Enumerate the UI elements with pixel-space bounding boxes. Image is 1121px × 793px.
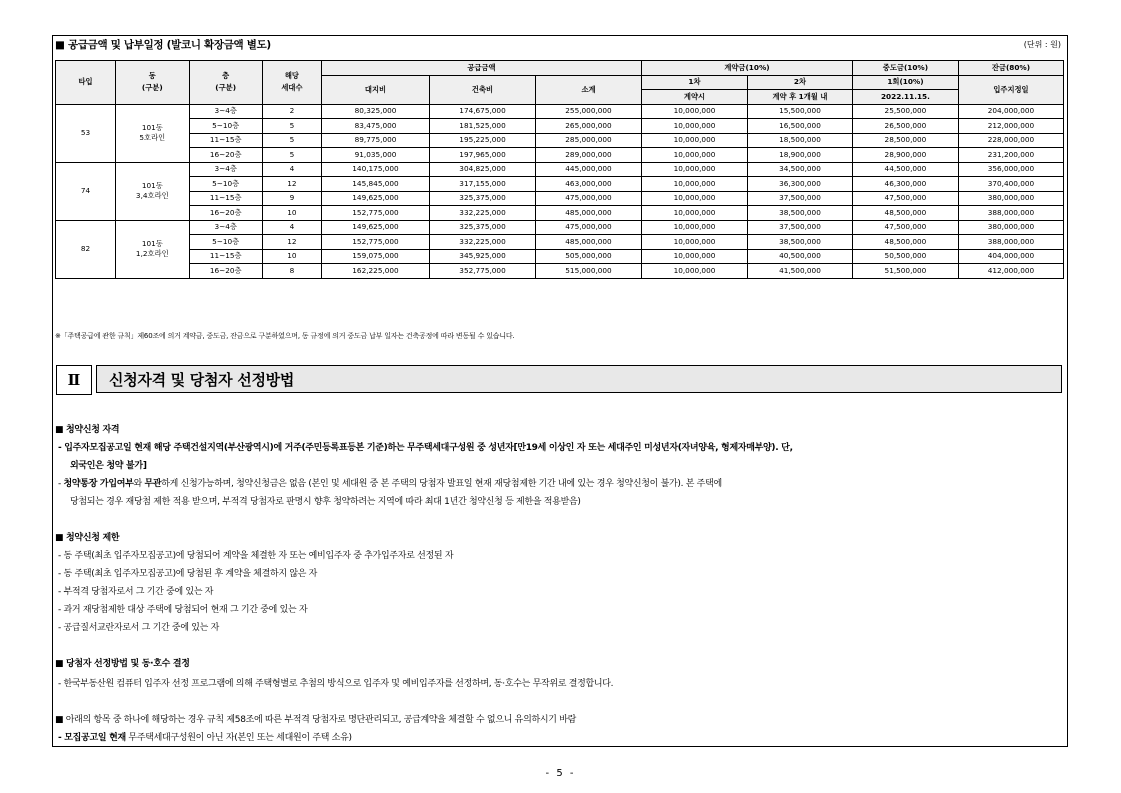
table-cell: 37,500,000 [747, 191, 852, 206]
table-cell: 37,500,000 [747, 220, 852, 235]
th-balance-sub: 입주지정일 [958, 75, 1063, 104]
table-cell: 50,500,000 [852, 249, 958, 264]
table-cell: 149,625,000 [321, 220, 429, 235]
ineligible-line: - 모집공고일 현재 무주택세대구성원이 아닌 자(본인 또는 세대원이 주택 소유) [58, 733, 352, 743]
table-cell: 475,000,000 [536, 191, 642, 206]
table-cell: 145,845,000 [321, 177, 429, 192]
table-row [56, 235, 1064, 250]
table-cell: 2 [262, 104, 321, 119]
table-cell: 10,000,000 [641, 249, 747, 264]
table-cell: 11~15층 [189, 191, 262, 206]
table-cell: 10,000,000 [641, 133, 747, 148]
table-cell: 265,000,000 [536, 119, 642, 134]
table-cell: 204,000,000 [958, 104, 1063, 119]
table-cell: 162,225,000 [321, 264, 429, 279]
table-cell: 159,075,000 [321, 249, 429, 264]
table-cell: 325,375,000 [430, 220, 536, 235]
table-cell: 485,000,000 [536, 206, 642, 221]
table-cell: 10,000,000 [641, 119, 747, 134]
table-row [56, 249, 1064, 264]
table-cell: 10,000,000 [641, 104, 747, 119]
restriction-item: - 공급질서교란자로서 그 기간 중에 있는 자 [58, 623, 220, 633]
supply-price-table [55, 60, 1064, 279]
th-dep1: 1차 [641, 75, 747, 90]
selection-line: - 한국부동산원 컴퓨터 입주자 선정 프로그램에 의해 주택형별로 추첨의 방식으로 입주자 및 예비입주자를 선정하며, 동·호수는 무작위로 결정합니다. [58, 679, 614, 689]
table-cell: 475,000,000 [536, 220, 642, 235]
table-cell: 463,000,000 [536, 177, 642, 192]
table-cell: 4 [262, 162, 321, 177]
table-cell: 228,000,000 [958, 133, 1063, 148]
th-dep1-sub: 계약시 [641, 90, 747, 105]
unit-label: (단위 : 원) [1023, 40, 1061, 49]
table-cell: 289,000,000 [536, 148, 642, 163]
table-cell: 9 [262, 191, 321, 206]
table-cell: 83,475,000 [321, 119, 429, 134]
table-cell: 332,225,000 [430, 206, 536, 221]
table-row [56, 264, 1064, 279]
table-cell: 5~10층 [189, 177, 262, 192]
table-cell: 48,500,000 [852, 206, 958, 221]
table-cell: 91,035,000 [321, 148, 429, 163]
restriction-item: - 동 주택(최초 입주자모집공고)에 당첨된 후 계약을 체결하지 않은 자 [58, 569, 318, 579]
table-cell: 231,200,000 [958, 148, 1063, 163]
section-2-title: 신청자격 및 당첨자 선정방법 [96, 365, 1062, 393]
table-cell: 10 [262, 249, 321, 264]
supply-section-title: ■ 공급금액 및 납부일정 (발코니 확장금액 별도) [55, 39, 271, 51]
table-cell: 5 [262, 148, 321, 163]
table-footnote: ※「주택공급에 관한 규칙」제60조에 의거 계약금, 중도금, 잔금으로 구분하였으며, 동 규정에 의거 중도금 납부 일자는 건축공정에 따라 변동될 수 있습니다. [55, 332, 515, 340]
table-cell: 18,900,000 [747, 148, 852, 163]
table-cell: 325,375,000 [430, 191, 536, 206]
table-cell: 28,900,000 [852, 148, 958, 163]
table-row [56, 191, 1064, 206]
table-cell: 26,500,000 [852, 119, 958, 134]
table-row [56, 206, 1064, 221]
selection-heading: ■ 당첨자 선정방법 및 동·호수 결정 [55, 659, 190, 669]
table-cell: 5 [262, 119, 321, 134]
table-cell: 304,825,000 [430, 162, 536, 177]
table-cell: 25,500,000 [852, 104, 958, 119]
table-cell: 10,000,000 [641, 191, 747, 206]
dong-cell: 101동 1,2호라인 [116, 220, 189, 278]
table-cell: 380,000,000 [958, 220, 1063, 235]
th-deposit: 계약금(10%) [641, 61, 852, 76]
page-number: - 5 - [545, 768, 576, 779]
table-cell: 16~20층 [189, 264, 262, 279]
table-cell: 3~4층 [189, 220, 262, 235]
table-cell: 212,000,000 [958, 119, 1063, 134]
table-cell: 12 [262, 177, 321, 192]
table-cell: 16~20층 [189, 148, 262, 163]
table-cell: 149,625,000 [321, 191, 429, 206]
table-cell: 515,000,000 [536, 264, 642, 279]
table-cell: 47,500,000 [852, 191, 958, 206]
table-cell: 412,000,000 [958, 264, 1063, 279]
table-cell: 38,500,000 [747, 235, 852, 250]
table-cell: 51,500,000 [852, 264, 958, 279]
table-cell: 16,500,000 [747, 119, 852, 134]
table-cell: 181,525,000 [430, 119, 536, 134]
table-cell: 10,000,000 [641, 235, 747, 250]
table-cell: 28,500,000 [852, 133, 958, 148]
table-cell: 47,500,000 [852, 220, 958, 235]
table-cell: 380,000,000 [958, 191, 1063, 206]
restriction-item: - 부적격 당첨자로서 그 기간 중에 있는 자 [58, 587, 214, 597]
dong-cell: 101동 3,4호라인 [116, 162, 189, 220]
table-cell: 445,000,000 [536, 162, 642, 177]
table-cell: 10,000,000 [641, 148, 747, 163]
table-cell: 152,775,000 [321, 235, 429, 250]
table-cell: 505,000,000 [536, 249, 642, 264]
th-units: 해당 세대수 [262, 61, 321, 105]
table-cell: 41,500,000 [747, 264, 852, 279]
qualification-line-4: 당첨되는 경우 재당첨 제한 적용 받으며, 부적격 당첨자로 판명시 향후 청약하려는 지역에 따라 최대 1년간 청약신청 등 제한을 적용받음) [70, 497, 581, 507]
table-cell: 195,225,000 [430, 133, 536, 148]
th-subtotal: 소계 [536, 75, 642, 104]
table-cell: 140,175,000 [321, 162, 429, 177]
type-cell: 82 [56, 220, 116, 278]
table-cell: 5~10층 [189, 119, 262, 134]
table-cell: 40,500,000 [747, 249, 852, 264]
table-cell: 34,500,000 [747, 162, 852, 177]
table-cell: 3~4층 [189, 162, 262, 177]
table-cell: 10,000,000 [641, 206, 747, 221]
table-row [56, 148, 1064, 163]
table-cell: 16~20층 [189, 206, 262, 221]
table-cell: 15,500,000 [747, 104, 852, 119]
th-middle-sub1: 1회(10%) [852, 75, 958, 90]
section-2-header [56, 365, 1063, 395]
th-supply-price: 공급금액 [321, 61, 641, 76]
table-cell: 12 [262, 235, 321, 250]
qualification-line-3: - 청약통장 가입여부와 무관하게 신청가능하며, 청약신청금은 없음 (본인 및 세대원 중 본 주택의 당첨자 발표일 현재 재당첨제한 기간 내에 있는 경우 청약신청이 불가). 본 주택에 [58, 479, 722, 489]
table-cell: 317,155,000 [430, 177, 536, 192]
table-cell: 404,000,000 [958, 249, 1063, 264]
table-cell: 11~15층 [189, 133, 262, 148]
qualification-heading: ■ 청약신청 자격 [55, 425, 120, 435]
table-row [56, 162, 1064, 177]
dong-cell: 101동 5호라인 [116, 104, 189, 162]
ineligible-heading: ■ 아래의 항목 중 하나에 해당하는 경우 규칙 제58조에 따른 부적격 당첨자로 명단관리되고, 공급계약을 체결할 수 없으니 유의하시기 바람 [55, 715, 576, 725]
table-cell: 10,000,000 [641, 264, 747, 279]
table-cell: 332,225,000 [430, 235, 536, 250]
table-row [56, 177, 1064, 192]
th-dong: 동 (구분) [116, 61, 189, 105]
table-cell: 36,300,000 [747, 177, 852, 192]
table-cell: 18,500,000 [747, 133, 852, 148]
table-cell: 5~10층 [189, 235, 262, 250]
table-cell: 174,675,000 [430, 104, 536, 119]
th-middle-sub2: 2022.11.15. [852, 90, 958, 105]
table-cell: 152,775,000 [321, 206, 429, 221]
table-row [56, 104, 1064, 119]
restriction-item: - 동 주택(최초 입주자모집공고)에 당첨되어 계약을 체결한 자 또는 예비입주자 중 추가입주자로 선정된 자 [58, 551, 454, 561]
table-cell: 89,775,000 [321, 133, 429, 148]
table-cell: 38,500,000 [747, 206, 852, 221]
th-dep2-sub: 계약 후 1개월 내 [747, 90, 852, 105]
table-cell: 388,000,000 [958, 206, 1063, 221]
restriction-item: - 과거 재당첨제한 대상 주택에 당첨되어 현재 그 기간 중에 있는 자 [58, 605, 308, 615]
type-cell: 74 [56, 162, 116, 220]
table-cell: 10,000,000 [641, 162, 747, 177]
table-row [56, 133, 1064, 148]
th-building: 건축비 [430, 75, 536, 104]
table-cell: 4 [262, 220, 321, 235]
table-cell: 3~4층 [189, 104, 262, 119]
table-cell: 10,000,000 [641, 177, 747, 192]
table-cell: 10 [262, 206, 321, 221]
type-cell: 53 [56, 104, 116, 162]
table-cell: 8 [262, 264, 321, 279]
th-dep2: 2차 [747, 75, 852, 90]
table-cell: 5 [262, 133, 321, 148]
restriction-heading: ■ 청약신청 제한 [55, 533, 120, 543]
table-cell: 388,000,000 [958, 235, 1063, 250]
table-cell: 356,000,000 [958, 162, 1063, 177]
table-cell: 11~15층 [189, 249, 262, 264]
supply-table-body [56, 104, 1064, 278]
table-cell: 485,000,000 [536, 235, 642, 250]
th-balance: 잔금(80%) [958, 61, 1063, 76]
table-cell: 80,325,000 [321, 104, 429, 119]
th-floor: 층 (구분) [189, 61, 262, 105]
table-row [56, 220, 1064, 235]
table-cell: 46,300,000 [852, 177, 958, 192]
th-middle: 중도금(10%) [852, 61, 958, 76]
th-land: 대지비 [321, 75, 429, 104]
table-cell: 48,500,000 [852, 235, 958, 250]
table-cell: 44,500,000 [852, 162, 958, 177]
table-cell: 352,775,000 [430, 264, 536, 279]
table-cell: 285,000,000 [536, 133, 642, 148]
qualification-line-2: 외국인은 청약 불가] [70, 461, 147, 471]
section-2-number: Ⅱ [56, 365, 92, 395]
qualification-line-1: - 입주자모집공고일 현재 해당 주택건설지역(부산광역시)에 거주(주민등록표등본 기준)하는 무주택세대구성원 중 성년자[만19세 이상인 자 또는 세대주인 미성년자(자녀양육, 형제자매부양). 단, [58, 443, 793, 453]
th-type: 타입 [56, 61, 116, 105]
table-cell: 345,925,000 [430, 249, 536, 264]
table-cell: 10,000,000 [641, 220, 747, 235]
table-cell: 255,000,000 [536, 104, 642, 119]
table-cell: 370,400,000 [958, 177, 1063, 192]
table-cell: 197,965,000 [430, 148, 536, 163]
table-row [56, 119, 1064, 134]
